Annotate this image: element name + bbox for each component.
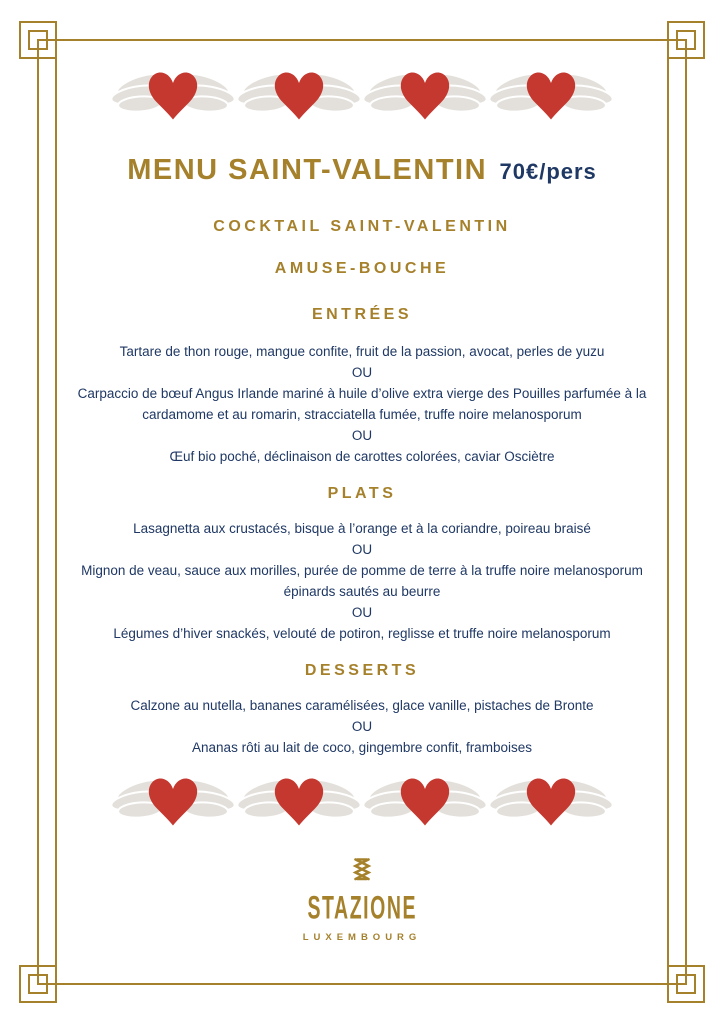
or-separator: OU <box>351 605 373 620</box>
menu-item-line: Légumes d’hiver snackés, velouté de potiron, reglisse et truffe noire melanosporum <box>113 626 611 641</box>
border-line-top <box>37 39 687 41</box>
border-corner-top-right <box>667 21 705 59</box>
border-corner-top-left <box>19 21 57 59</box>
menu-price: 70€/pers <box>499 159 597 184</box>
menu-item-line: Calzone au nutella, bananes caramélisées, glace vanille, pistaches de Bronte <box>130 698 594 713</box>
winged-heart-icon <box>488 770 614 832</box>
restaurant-logo <box>0 856 724 943</box>
menu-item-line: Ananas rôti au lait de coco, gingembre confit, framboises <box>192 740 532 755</box>
logo-city: LUXEMBOURG <box>302 932 422 943</box>
plats-items <box>0 518 724 644</box>
winged-hearts-row-top <box>0 64 724 126</box>
course-heading-cocktail: COCKTAIL SAINT-VALENTIN <box>213 218 511 235</box>
course-heading-entrees: ENTRÉES <box>311 306 413 323</box>
border-corner-inner-square <box>676 974 696 994</box>
or-separator: OU <box>351 719 373 734</box>
winged-heart-icon <box>236 64 362 126</box>
winged-heart-icon <box>362 770 488 832</box>
or-separator: OU <box>351 542 373 557</box>
border-corner-inner-square <box>28 974 48 994</box>
course-heading-plats: PLATS <box>327 485 397 502</box>
logo-name: STAZIONE <box>307 890 417 927</box>
menu-item-line: Mignon de veau, sauce aux morilles, purée de pomme de terre à la truffe noire melanosporum <box>81 563 643 578</box>
winged-heart-icon <box>236 770 362 832</box>
menu-item-line: Œuf bio poché, déclinaison de carottes colorées, caviar Osciètre <box>169 449 555 464</box>
menu-item-line: Lasagnetta aux crustacés, bisque à l’orange et à la coriandre, poireau braisé <box>133 521 591 536</box>
winged-heart-icon <box>110 770 236 832</box>
border-line-bottom <box>37 983 687 985</box>
menu-item-line: cardamome et au romarin, stracciatella fumée, truffe noire melanosporum <box>142 407 582 422</box>
course-heading-amuse-bouche: AMUSE-BOUCHE <box>274 260 450 277</box>
border-corner-inner-square <box>676 30 696 50</box>
winged-hearts-row-bottom <box>0 770 724 832</box>
menu-title-row <box>0 153 724 192</box>
winged-heart-icon <box>488 64 614 126</box>
logo-name-wrap <box>0 890 724 927</box>
or-separator: OU <box>351 428 373 443</box>
menu-title: MENU SAINT-VALENTIN <box>127 154 488 186</box>
winged-heart-icon <box>110 64 236 126</box>
border-corner-bottom-left <box>19 965 57 1003</box>
menu-item-line: Tartare de thon rouge, mangue confite, fruit de la passion, avocat, perles de yuzu <box>119 344 605 359</box>
menu-item-line: Carpaccio de bœuf Angus Irlande mariné à huile d’olive extra vierge des Pouilles parfumée à la <box>77 386 647 401</box>
entrees-items <box>0 341 724 467</box>
course-heading-desserts: DESSERTS <box>304 662 420 679</box>
border-corner-bottom-right <box>667 965 705 1003</box>
desserts-items <box>0 695 724 758</box>
logo-knot-icon <box>350 856 374 884</box>
or-separator: OU <box>351 365 373 380</box>
menu-item-line: épinards sautés au beurre <box>283 584 441 599</box>
border-corner-inner-square <box>28 30 48 50</box>
winged-heart-icon <box>362 64 488 126</box>
